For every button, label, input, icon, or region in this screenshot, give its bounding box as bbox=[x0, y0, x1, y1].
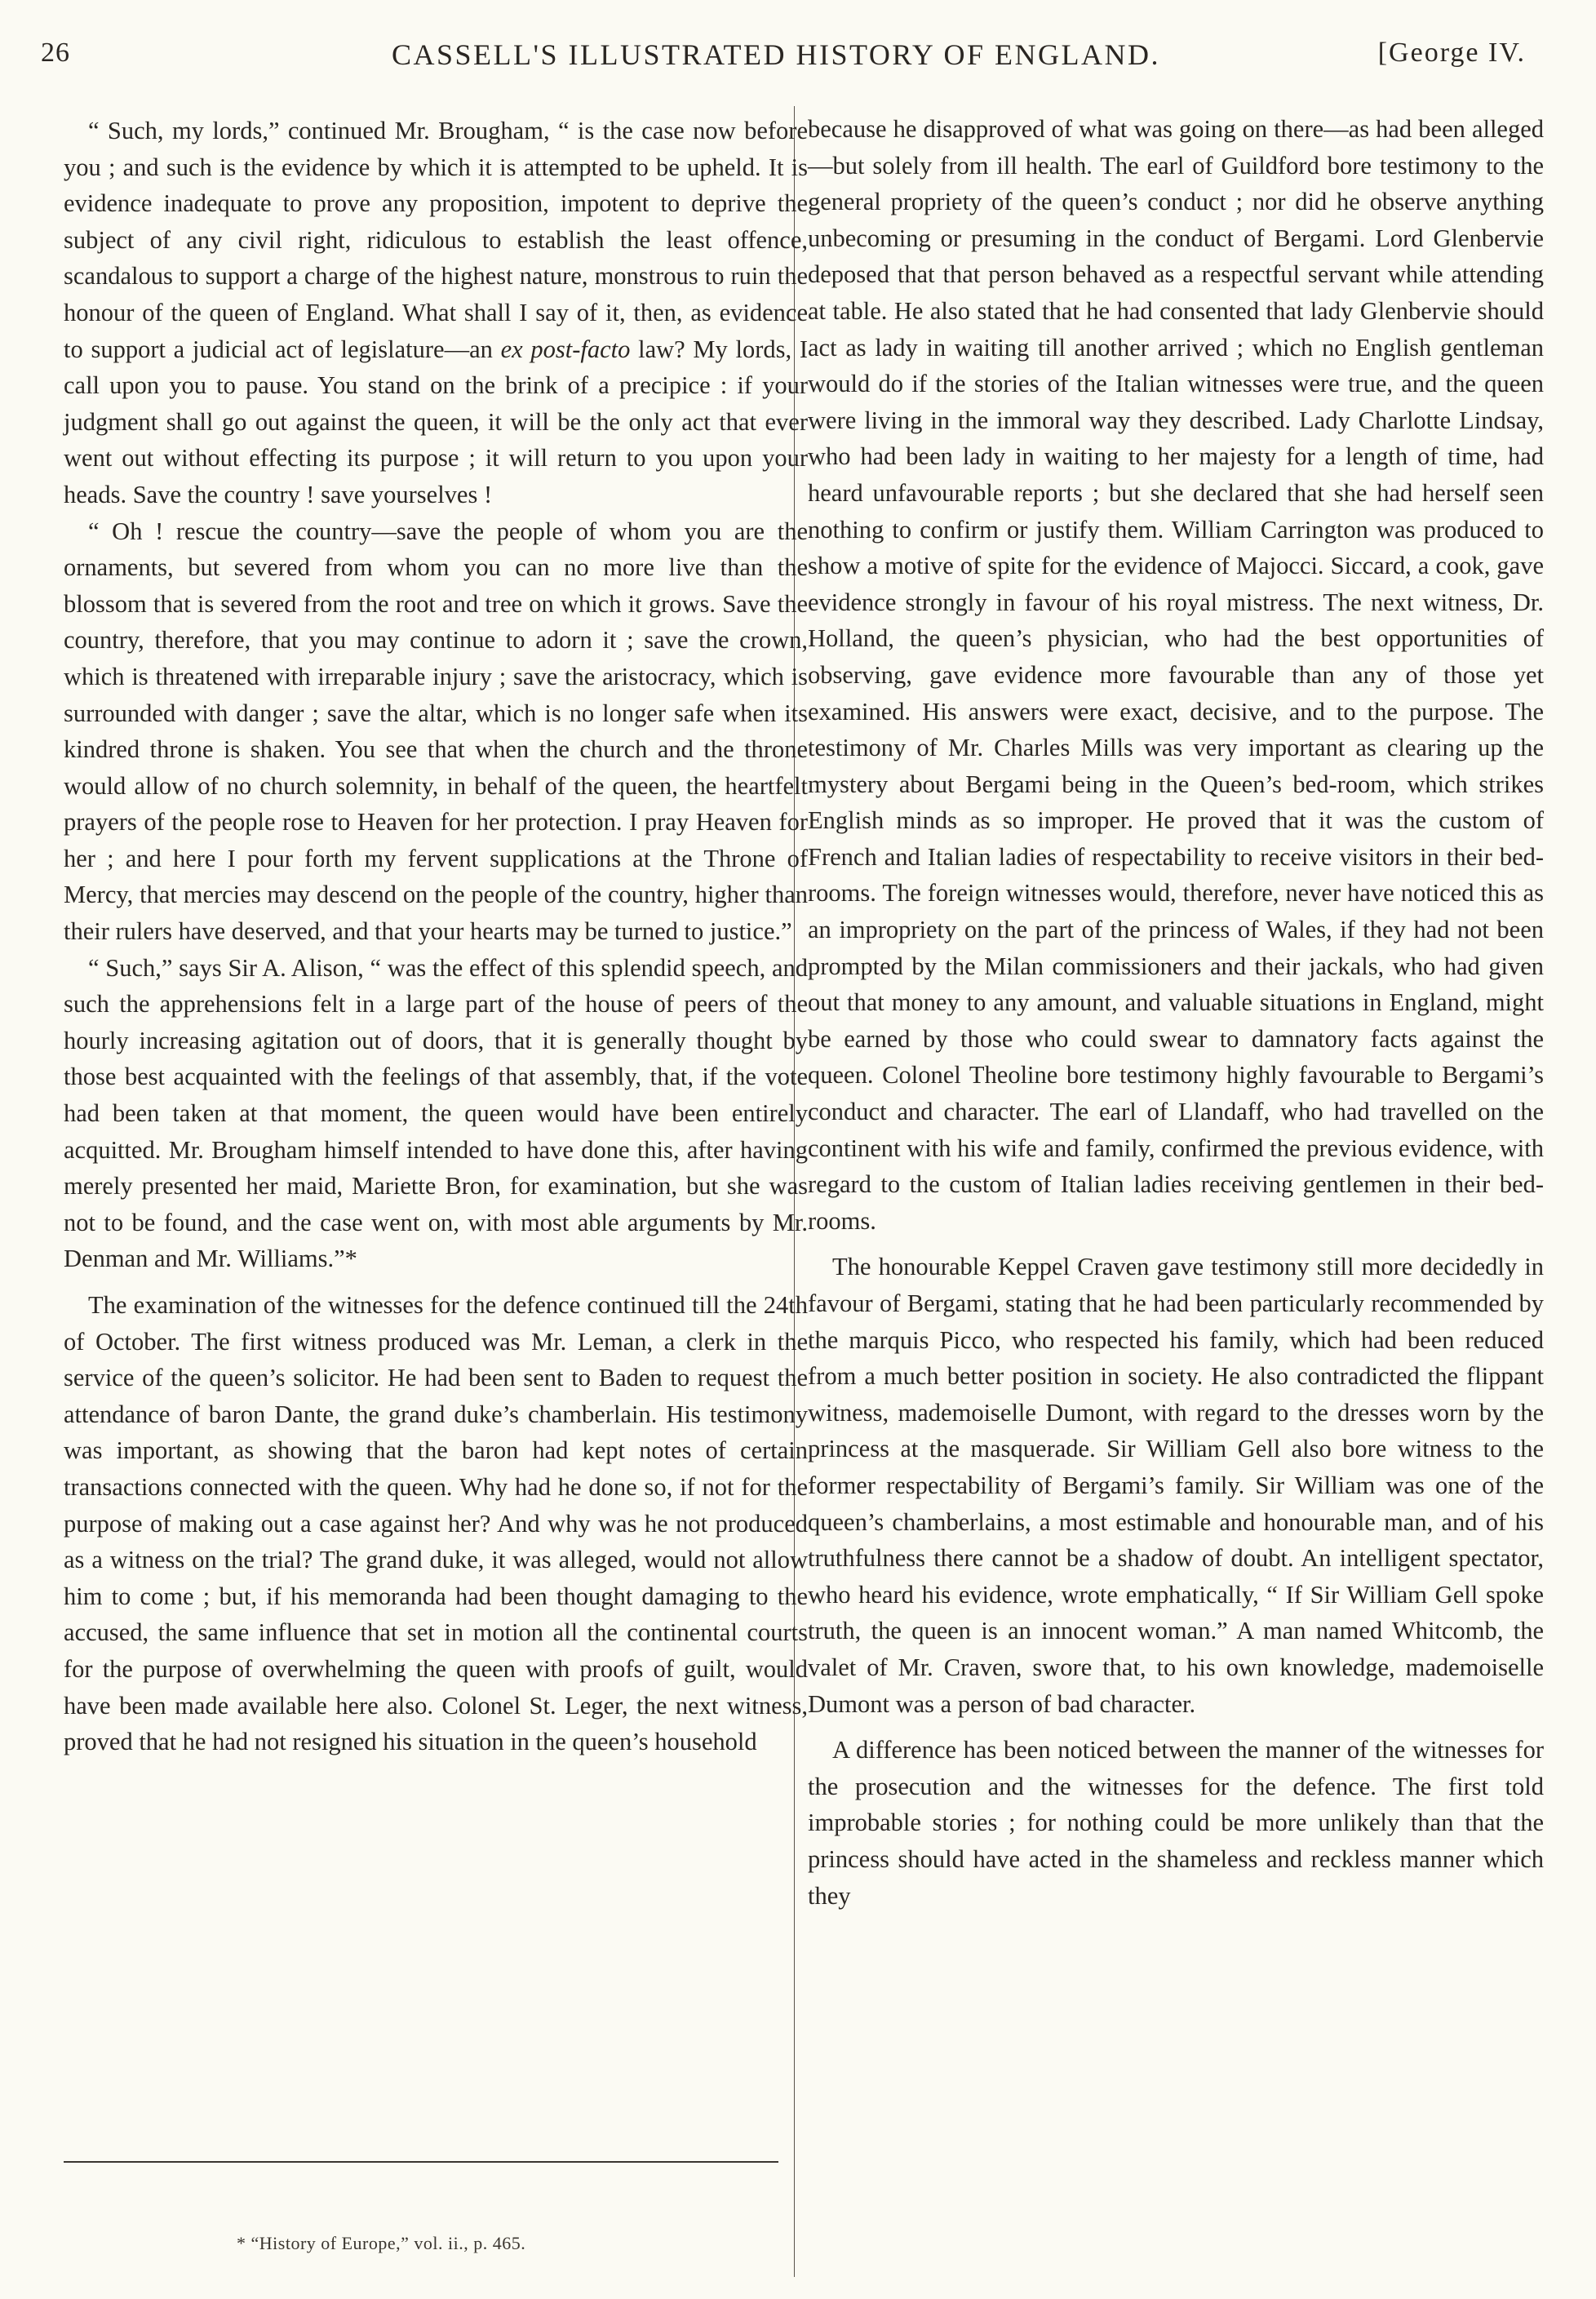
footnote-divider bbox=[64, 2161, 778, 2163]
page-number: 26 bbox=[41, 38, 70, 68]
running-title: CASSELL'S ILLUSTRATED HISTORY OF ENGLAND. bbox=[392, 38, 1161, 71]
paragraph: A difference has been noticed between the manner of the witnesses for the prosecution and the witnesses for the defence. The first told improbable stories ; for nothing could be more unlikely than that the princess should have acted in the shameless and reckless manner which they bbox=[808, 1736, 1544, 1910]
left-column bbox=[64, 113, 808, 1760]
reign-label: [George IV. bbox=[1377, 38, 1526, 68]
paragraph: “ Such, my lords,” continued Mr. Brougham, “ is the case now before you ; and such is the evidence by which it is attempted to be upheld. It is evidence inadequate to prove any proposition, impotent to deprive the subject of any civil right, ridiculous to establish the least offence, scandalous to support a charge of the highest nature, monstrous to ruin the honour of the queen of England. What shall I say of it, then, as evidence to support a judicial act of legislature—an ex post-facto law? My lords, I call upon you to pause. You stand on the brink of a precipice : if your judgment shall go out against the queen, it will be the only act that ever went out without effecting its purpose ; it will return to you upon your heads. Save the country ! save yourselves ! bbox=[64, 117, 809, 508]
page-header bbox=[0, 38, 1596, 87]
paragraph: because he disapproved of what was going on there—as had been alleged—but solely from ill health. The earl of Guildford bore testimony to the general propriety of the queen’s conduct ; nor did he observe anything unbecoming or presuming in the conduct of Bergami. Lord Glenbervie deposed that that person behaved as a respectful servant while attending at table. He also stated that he had consented that lady Glenbervie should act as lady in waiting till another arrived ; which no English gentleman would do if the stories of the Italian witnesses were true, and the queen were living in the immoral way they described. Lady Charlotte Lindsay, who had been lady in waiting to her majesty for a length of time, had heard unfavourable reports ; but she declared that she had herself seen nothing to confirm or justify them. William Carrington was produced to show a motive of spite for the evidence of Majocci. Siccard, a cook, gave evidence strongly in favour of his royal mistress. The next witness, Dr. Holland, the queen’s physician, who had the best opportunities of observing, gave evidence more favourable than any of those yet examined. His answers were exact, decisive, and to the purpose. The testimony of Mr. Charles Mills was very important as clearing up the mystery about Bergami being in the Queen’s bed-room, which strikes English minds as so improper. He proved that it was the custom of French and Italian ladies of respectability to receive visitors in their bed-rooms. The foreign witnesses would, therefore, never have noticed this as an impropriety on the part of the princess of Wales, if they had not been prompted by the Milan commissioners and their jackals, who had given out that money to any amount, and valuable situations in England, might be earned by those who could swear to damnatory facts against the queen. Colonel Theoline bore testimony highly favourable to Bergami’s conduct and character. The earl of Llandaff, who had travelled on the continent with his wife and family, confirmed the previous evidence, with regard to the custom of Italian ladies receiving gentlemen in their bed-rooms. bbox=[808, 115, 1544, 1235]
italic-phrase: ex post-facto bbox=[500, 335, 631, 363]
right-column bbox=[808, 111, 1544, 1914]
paragraph: “ Oh ! rescue the country—save the people of whom you are the ornaments, but severed from whom you can no more live than the blossom that is severed from the root and tree on which it grows. Save the country, therefore, that you may continue to adorn it ; save the crown, which is threatened with irreparable injury ; save the aristocracy, which is surrounded with danger ; save the altar, which is no longer safe when its kindred throne is shaken. You see that when the church and the throne would allow of no church solemnity, in behalf of the queen, the heartfelt prayers of the people rose to Heaven for her protection. I pray Heaven for her ; and here I pour forth my fervent supplications at the Throne of Mercy, that mercies may descend on the people of the country, higher than their rulers have deserved, and that your hearts may be turned to justice.” bbox=[64, 517, 808, 946]
paragraph: The honourable Keppel Craven gave testimony still more decidedly in favour of Bergami, stating that he had been particularly recommended by the marquis Picco, who respected his family, which had been reduced from a much better position in society. He also contradicted the flippant witness, mademoiselle Dumont, with regard to the dresses worn by the princess at the masquerade. Sir William Gell also bore witness to the former respectability of Bergami’s family. Sir William was one of the queen’s chamberlains, a most estimable and honourable man, and of his truthfulness there cannot be a shadow of doubt. An intelligent spectator, who heard his evidence, wrote emphatically, “ If Sir William Gell spoke truth, the queen is an innocent woman.” A man named Whitcomb, the valet of Mr. Craven, swore that, to his own knowledge, mademoiselle Dumont was a person of bad character. bbox=[808, 1253, 1544, 1718]
paragraph: The examination of the witnesses for the defence continued till the 24th of October. The first witness produced was Mr. Leman, a clerk in the service of the queen’s solicitor. He had been sent to Baden to request the attendance of baron Dante, the grand duke’s chamberlain. His testimony was important, as showing that the baron had kept notes of certain transactions connected with the queen. Why had he done so, if not for the purpose of making out a case against her? And why was he not produced as a witness on the trial? The grand duke, it was alleged, would not allow him to come ; but, if his memoranda had been thought damaging to the accused, the same influence that set in motion all the continental courts for the purpose of overwhelming the queen with proofs of guilt, would have been made available here also. Colonel St. Leger, the next witness, proved that he had not resigned his situation in the queen’s household bbox=[64, 1291, 808, 1756]
footnote: * “History of Europe,” vol. ii., p. 465. bbox=[237, 2233, 526, 2253]
paragraph: “ Such,” says Sir A. Alison, “ was the effect of this splendid speech, and such the apprehensions felt in a large part of the house of peers of the hourly increasing agitation out of doors, that it is generally thought by those best acquainted with the feelings of that assembly, that, if the vote had been taken at that moment, the queen would have been entirely acquitted. Mr. Brougham himself intended to have done this, after having merely presented her maid, Mariette Bron, for examination, but she was not to be found, and the case went on, with most able arguments by Mr. Denman and Mr. Williams.”* bbox=[64, 953, 808, 1273]
